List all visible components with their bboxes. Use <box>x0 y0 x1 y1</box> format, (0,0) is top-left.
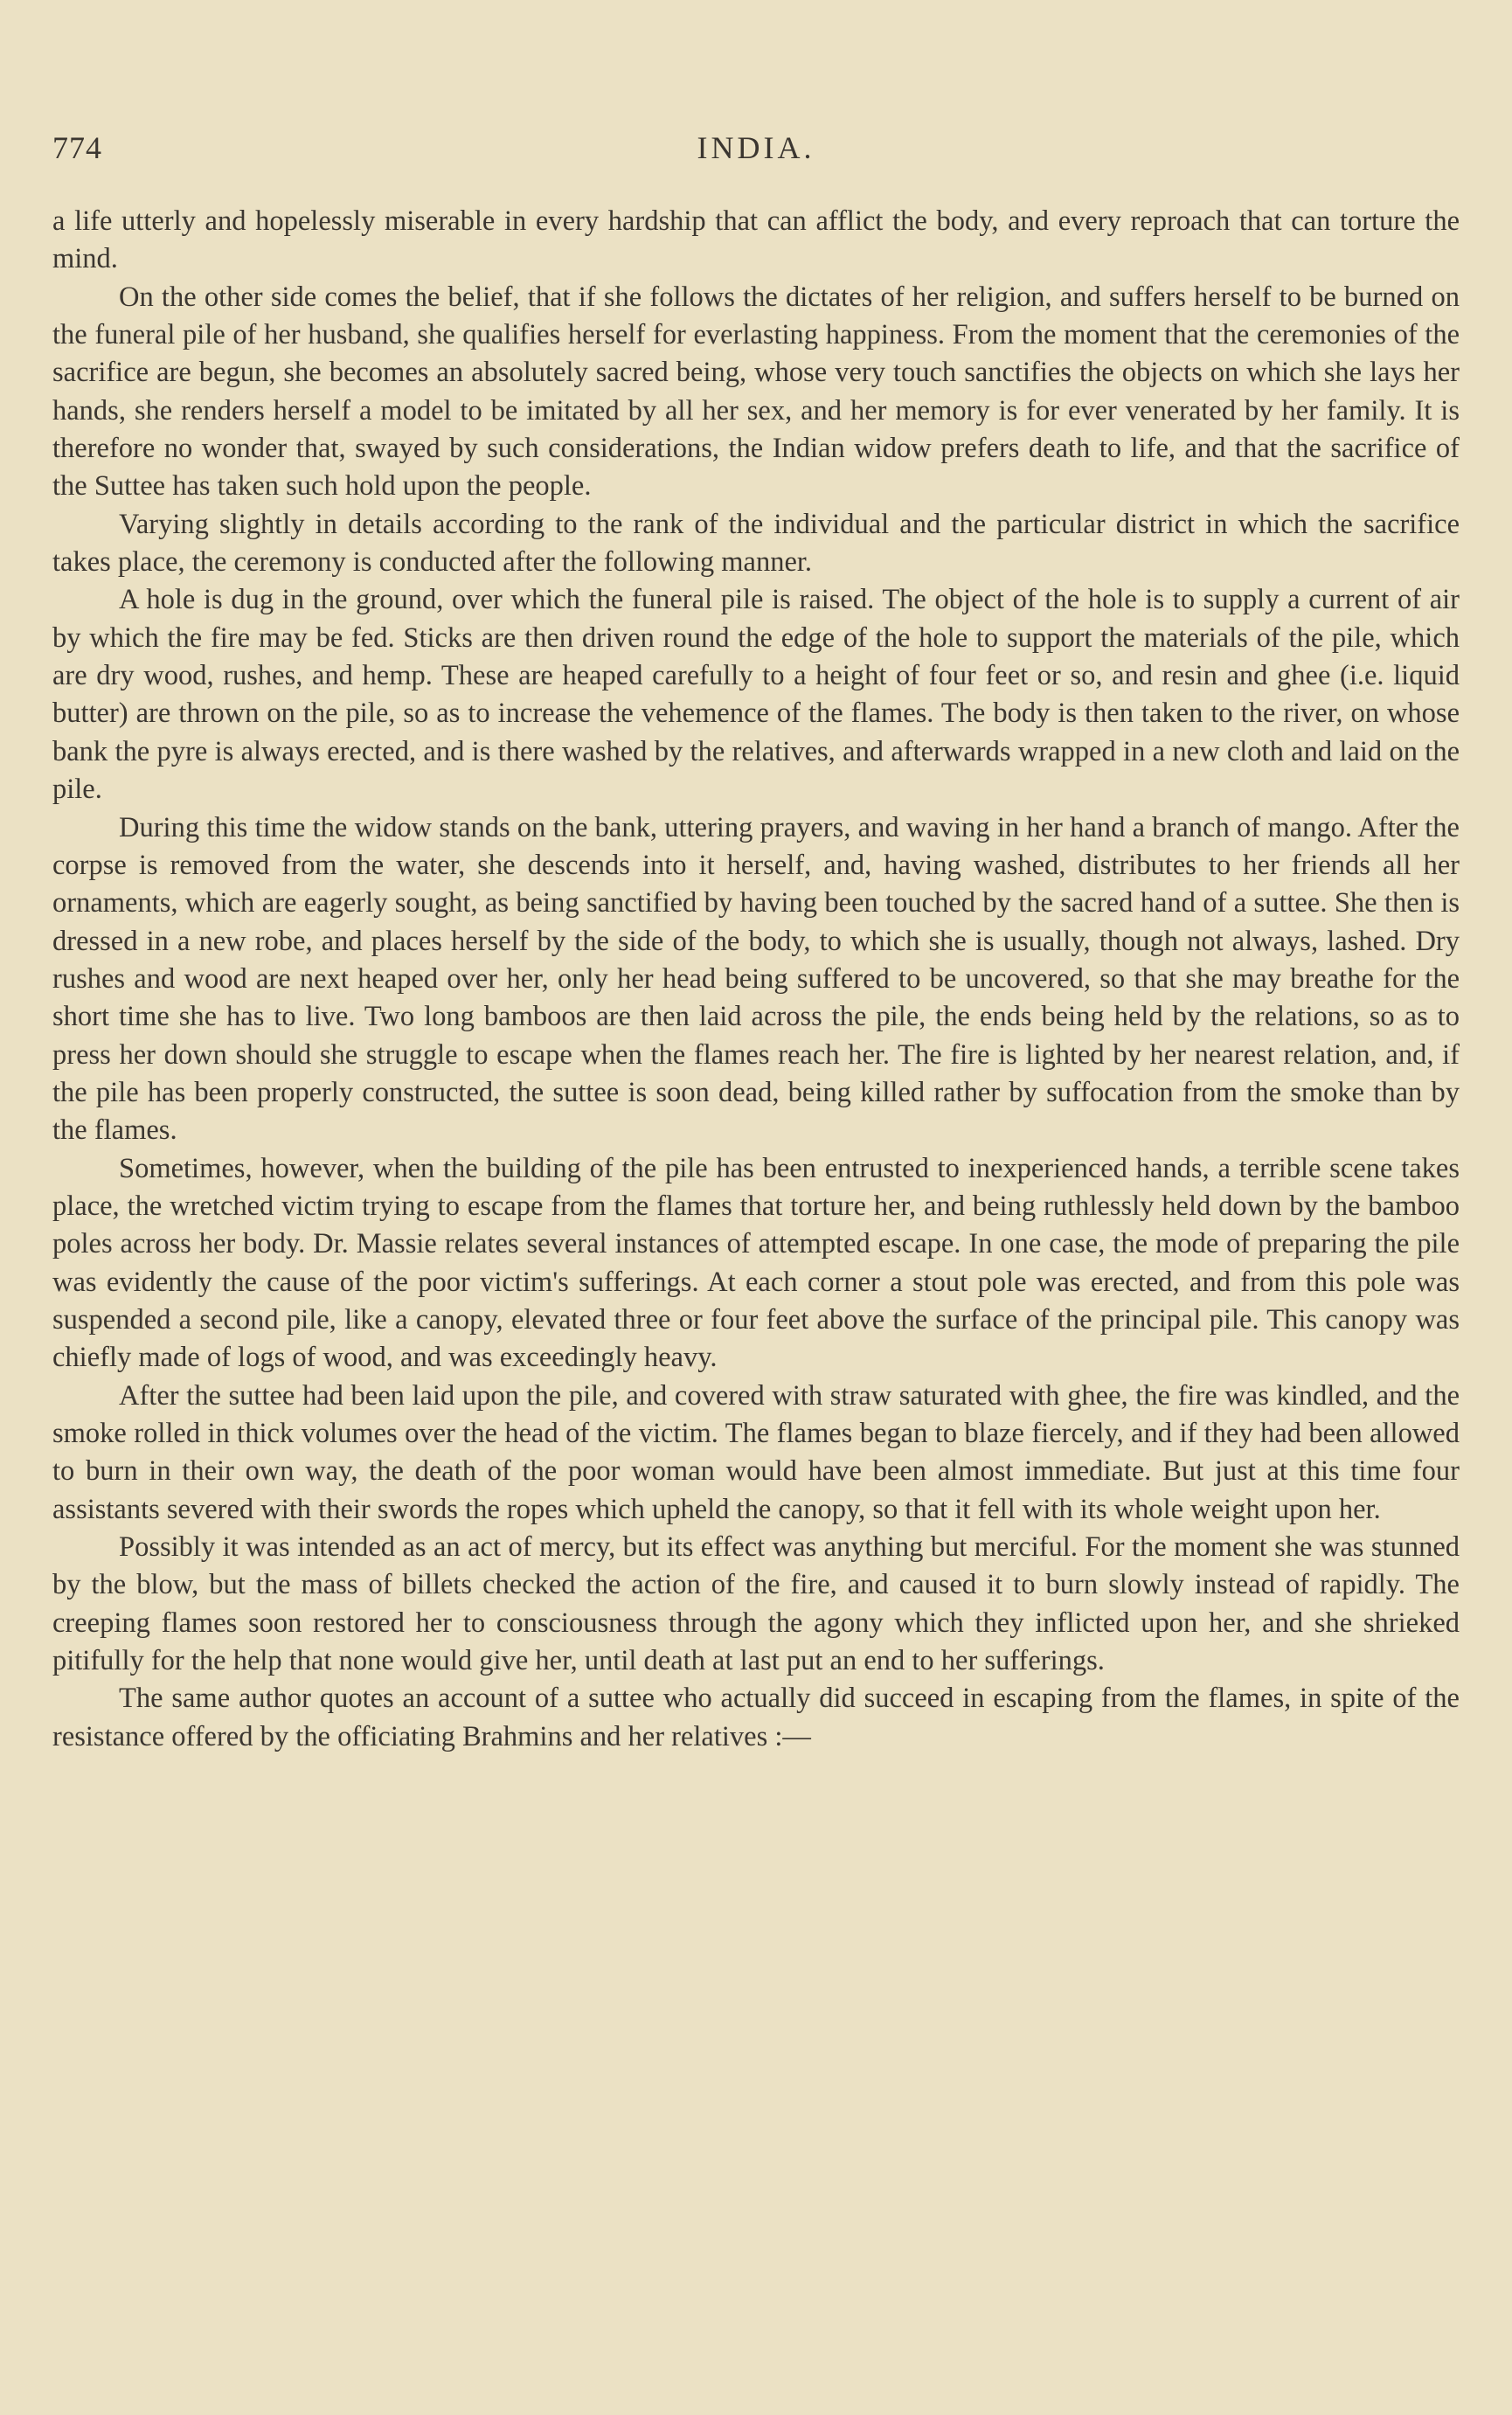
paragraph: During this time the widow stands on the bank, uttering prayers, and waving in her hand a branch of mango. After the corpse is removed from the water, she descends into it herself, and, having washed, distributes to her friends all her ornaments, which are eagerly sought, as being sanctified by having been touched by the sacred hand of a suttee. She then is dressed in a new robe, and places herself by the side of the body, to which she is usually, though not always, lashed. Dry rushes and wood are next heaped over her, only her head being suffered to be uncovered, so that she may breathe for the short time she has to live. Two long bamboos are then laid across the pile, the ends being held by the relations, so as to press her down should she struggle to escape when the flames reach her. The fire is lighted by her nearest relation, and, if the pile has been properly constructed, the suttee is soon dead, being killed rather by suffocation from the smoke than by the flames. <box>52 811 1460 1147</box>
running-head <box>52 129 1460 173</box>
paragraph: Varying slightly in details according to the rank of the individual and the particular district in which the sacrifice takes place, the ceremony is conducted after the following manner. <box>52 508 1460 579</box>
paragraph: On the other side comes the belief, that if she follows the dictates of her religion, and suffers herself to be burned on the funeral pile of her husband, she qualifies herself for everlasting happiness. From the moment that the ceremonies of the sacrifice are begun, she becomes an absolutely sacred being, whose very touch sanctifies the objects on which she lays her hands, she renders herself a model to be imitated by all her sex, and her memory is for ever venerated by her family. It is therefore no wonder that, swayed by such considerations, the Indian widow prefers death to life, and that the sacrifice of the Suttee has taken such hold upon the people. <box>52 281 1460 503</box>
page-header-title: INDIA. <box>697 130 815 165</box>
paragraph: A hole is dug in the ground, over which the funeral pile is raised. The object of the hole is to supply a current of air by which the fire may be fed. Sticks are then driven round the edge of the hole to support the materials of the pile, which are dry wood, rushes, and hemp. These are heaped carefully to a height of four feet or so, and resin and ghee (i.e. liquid butter) are thrown on the pile, so as to increase the vehemence of the flames. The body is then taken to the river, on whose bank the pyre is always erected, and is there washed by the relatives, and afterwards wrapped in a new cloth and laid on the pile. <box>52 584 1460 806</box>
body-text <box>52 203 1460 1756</box>
paragraph: After the suttee had been laid upon the pile, and covered with straw saturated with ghee, the fire was kindled, and the smoke rolled in thick volumes over the head of the victim. The flames began to blaze fiercely, and if they had been allowed to burn in their own way, the death of the poor woman would have been almost immediate. But just at this time four assistants severed with their swords the ropes which upheld the canopy, so that it fell with its whole weight upon her. <box>52 1379 1460 1525</box>
paragraph: Sometimes, however, when the building of the pile has been entrusted to inexperienced hands, a terrible scene takes place, the wretched victim trying to escape from the flames that torture her, and being ruthlessly held down by the bamboo poles across her body. Dr. Massie relates several instances of attempted escape. In one case, the mode of preparing the pile was evidently the cause of the poor victim's sufferings. At each corner a stout pole was erected, and from this pole was suspended a second pile, like a canopy, elevated three or four feet above the surface of the principal pile. This canopy was chiefly made of logs of wood, and was exceedingly heavy. <box>52 1152 1460 1374</box>
paragraph: Possibly it was intended as an act of mercy, but its effect was anything but merciful. For the moment she was stunned by the blow, but the mass of billets checked the action of the fire, and caused it to burn slowly instead of rapidly. The creeping flames soon restored her to consciousness through the agony which they inflicted upon her, and she shrieked pitifully for the help that none would give her, until death at last put an end to her sufferings. <box>52 1531 1460 1677</box>
paragraph: a life utterly and hopelessly miserable in every hardship that can afflict the body, and every reproach that can torture the mind. <box>52 205 1460 275</box>
page-number: 774 <box>52 130 102 165</box>
paragraph: The same author quotes an account of a suttee who actually did succeed in escaping from the flames, in spite of the resistance offered by the officiating Brahmins and her relatives :— <box>52 1683 1460 1752</box>
